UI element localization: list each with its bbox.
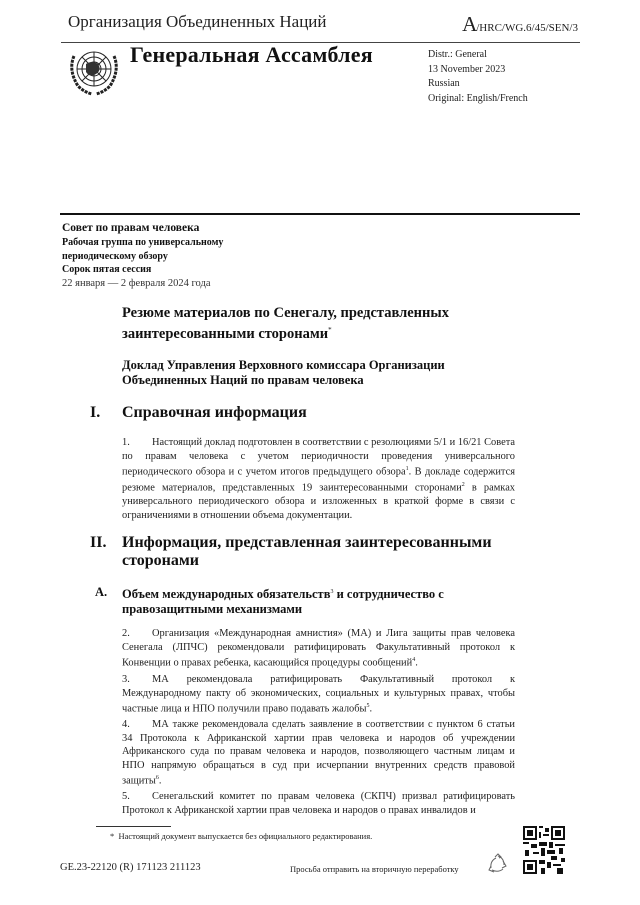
working-group-line1: Рабочая группа по универсальному	[62, 236, 224, 248]
footnote-ref[interactable]: 5	[366, 703, 370, 710]
title-footnote-mark[interactable]: *	[328, 326, 332, 334]
paragraph-text: в рамках универсального периодического обзора и изложенных в краткой форме в связи с ограничениями в отношении объема документации.	[122, 482, 515, 521]
language-line: Russian	[428, 78, 460, 89]
section-number: I.	[90, 404, 101, 421]
footnote-rule	[96, 826, 171, 827]
symbol-code: /HRC/WG.6/45/SEN/3	[476, 22, 578, 34]
footnote-text: Настоящий документ выпускается без официального редактирования.	[118, 831, 373, 841]
organization-name: Организация Объединенных Наций	[68, 12, 327, 31]
original-line: Original: English/French	[428, 92, 528, 104]
symbol-letter: A	[462, 12, 477, 36]
title-text: Резюме материалов по Сенегалу, представленных заинтересованными сторонами	[122, 305, 449, 342]
paragraph-number: 2.	[122, 628, 130, 639]
paragraph-text: МА рекомендовала ратифицировать Факультативный протокол к Международному пакту об экономических, социальных и культурных правах, чтобы частные лица и НПО получили право подавать жалобы	[122, 674, 515, 715]
recycle-icon	[488, 853, 508, 875]
body-name: Генеральная Ассамблея	[130, 42, 373, 67]
paragraph-1	[122, 436, 515, 523]
subsection-heading-a	[95, 585, 545, 617]
subsection-title	[122, 585, 482, 617]
session-rule	[60, 213, 580, 215]
paragraph-text: Настоящий доклад подготовлен в соответствии с резолюциями 5/1 и 16/21 Совета по правам человека с учетом периодичности проведения универсального периодического обзора и с учетом итогов предыдущего обзора	[122, 437, 515, 478]
paragraph-number: 3.	[122, 674, 130, 685]
section-number: II.	[90, 534, 107, 551]
paragraph-text: Организация «Международная амнистия» (МА) и Лига защиты прав человека Сенегала (ЛПЧС) рекомендовали ратифицировать Факультативный протокол к Конвенции о правах ребенка, касающийся процедуры сообщений	[122, 628, 515, 669]
footnote-mark: *	[110, 831, 115, 841]
paragraph-text: МА также рекомендовала сделать заявление в соответствии с пунктом 6 статьи 34 Протокола к Африканской хартии прав человека и народов об учреждении Африканского суда по правам человека и народов, позволяющего частным лицам и НПО напрямую обращаться в суд при исчерпании внутренних средств правовой защиты	[122, 719, 515, 787]
recycle-text: Просьба отправить на вторичную переработку	[290, 864, 459, 874]
document-subtitle: Доклад Управления Верховного комиссара Организации Объединенных Наций по правам человека	[122, 358, 445, 387]
session-dates: 22 января — 2 февраля 2024 года	[62, 278, 211, 290]
footnote-ref[interactable]: 4	[412, 657, 416, 664]
un-emblem-icon	[64, 44, 124, 100]
date-line: 13 November 2023	[428, 63, 506, 75]
subsection-title-part: и сотрудничество с правозащитными механизмами	[122, 587, 444, 617]
paragraph-number: 1.	[122, 437, 130, 448]
paragraph-text: .	[369, 703, 373, 715]
footnote-ref[interactable]: 2	[461, 482, 465, 489]
paragraph-text: Сенегальский комитет по правам человека (СКПЧ) призвал ратифицировать Протокол к Африканской хартии прав человека и народов о правах инвалидов и	[122, 791, 515, 816]
paragraph-text: .	[158, 775, 162, 787]
footnote-ref[interactable]: 3	[330, 589, 334, 595]
paragraph-4	[122, 718, 515, 788]
session-block	[62, 222, 223, 291]
distribution-info	[428, 48, 528, 106]
document-symbol	[462, 12, 578, 37]
subsection-number: A.	[95, 585, 108, 599]
footnote	[110, 831, 372, 841]
paragraph-5	[122, 790, 515, 817]
qr-code-icon[interactable]	[523, 826, 565, 874]
council-name: Совет по правам человека	[62, 222, 200, 234]
paragraph-text: . В докладе содержится резюме материалов, представленных 19 заинтересованными сторонами	[122, 466, 515, 494]
distr-line: Distr.: General	[428, 49, 487, 60]
paragraph-number: 5.	[122, 791, 130, 802]
subsection-title-part: Объем международных обязательств	[122, 587, 331, 602]
section-heading-1	[90, 404, 540, 424]
section-title: Информация, представленная заинтересованными сторонами	[122, 534, 492, 569]
paragraph-2	[122, 627, 515, 670]
paragraph-text: .	[415, 657, 418, 669]
document-title	[122, 305, 502, 343]
footnote-ref[interactable]: 6	[155, 775, 159, 782]
section-title: Справочная информация	[122, 404, 307, 421]
session-name: Сорок пятая сессия	[62, 264, 152, 276]
footnote-ref[interactable]: 1	[405, 466, 409, 473]
working-group-line2: периодическому обзору	[62, 250, 168, 262]
paragraph-3	[122, 673, 515, 716]
job-number: GE.23-22120 (R) 171123 211123	[60, 862, 201, 873]
paragraph-number: 4.	[122, 719, 130, 730]
section-heading-2	[90, 534, 540, 574]
